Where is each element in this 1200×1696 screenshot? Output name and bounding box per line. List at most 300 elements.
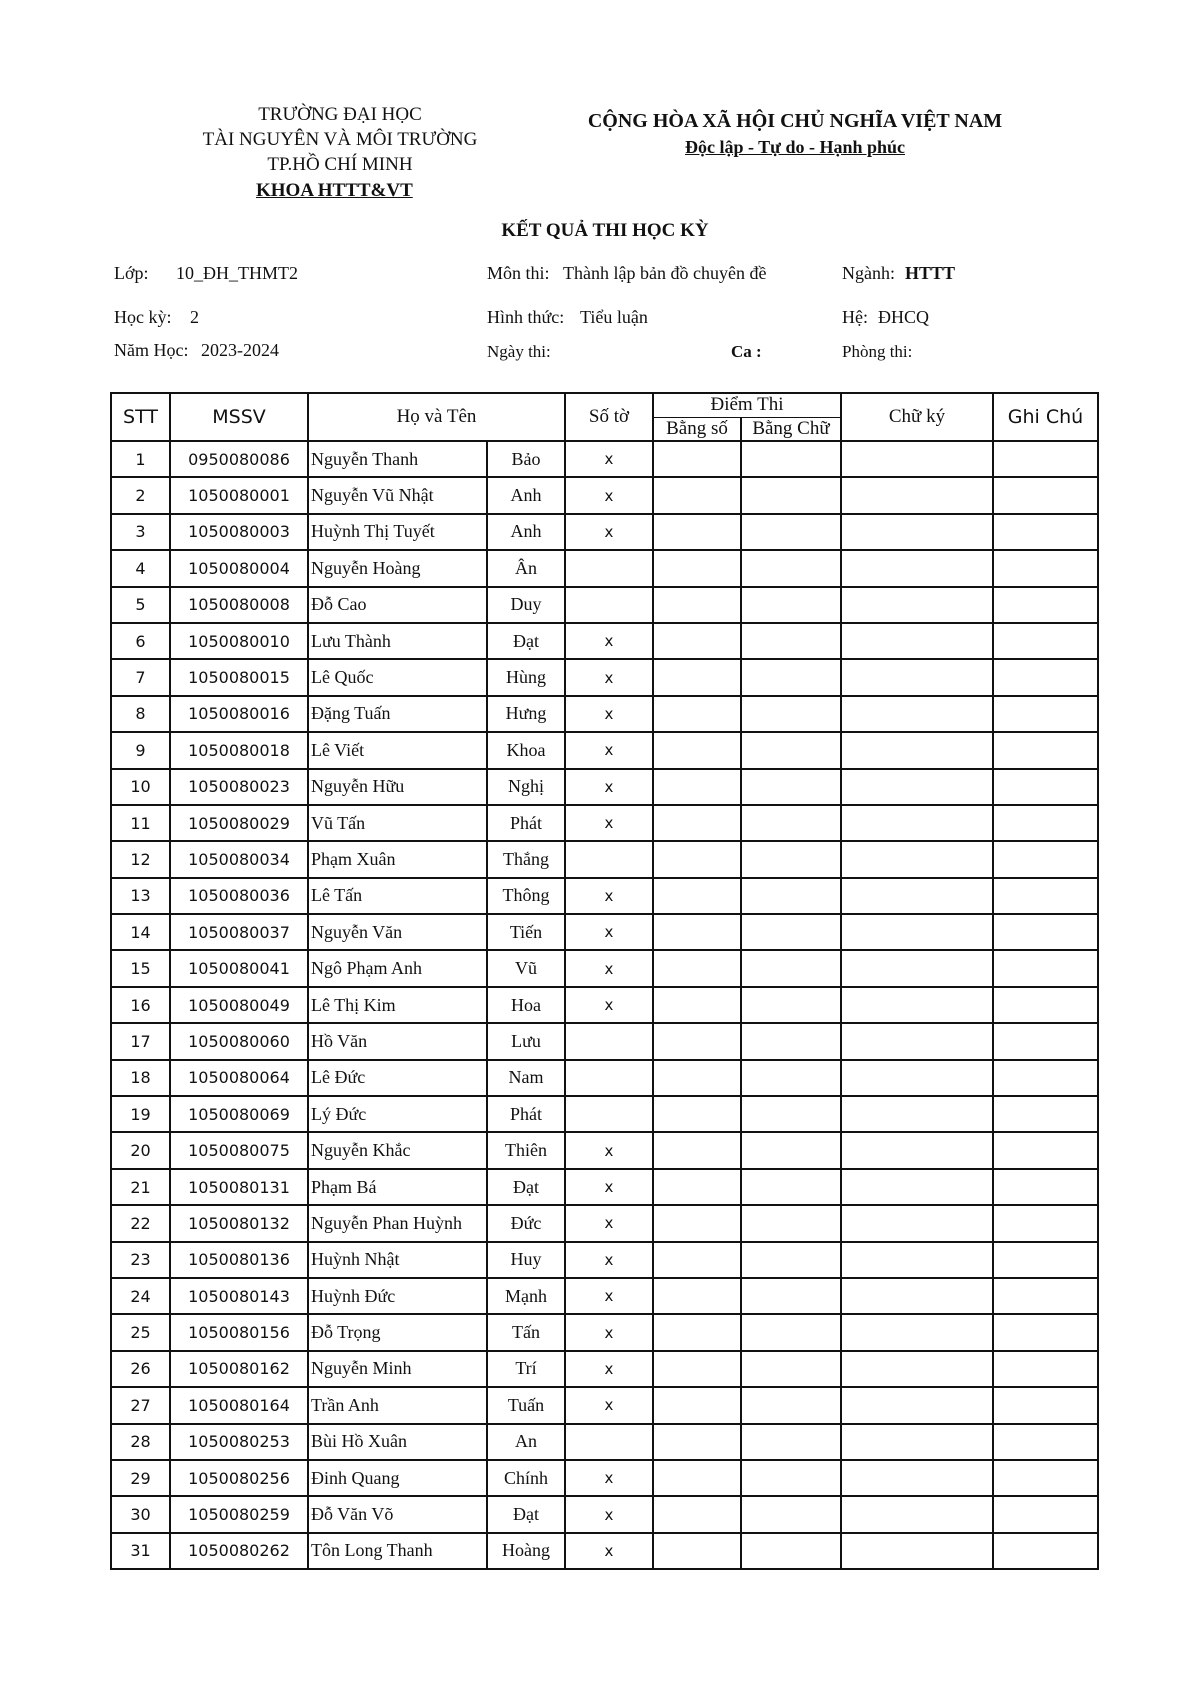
cell-mssv: 1050080023 <box>170 769 308 805</box>
cell-mssv: 1050080003 <box>170 514 308 550</box>
table-row <box>111 1314 1098 1350</box>
cell-note <box>993 769 1098 805</box>
cell-score-number <box>653 696 741 732</box>
cell-sheets: x <box>565 987 653 1023</box>
cell-sheets: x <box>565 1314 653 1350</box>
cell-sheets: x <box>565 950 653 986</box>
header-score-number: Bằng số <box>653 417 741 441</box>
cell-stt: 10 <box>111 769 170 805</box>
cell-note <box>993 1205 1098 1241</box>
cell-mssv: 1050080049 <box>170 987 308 1023</box>
cell-first-name: Nam <box>487 1060 565 1096</box>
cell-score-text <box>741 1023 841 1059</box>
cell-last-name: Huỳnh Nhật <box>308 1242 487 1278</box>
system-label: Hệ: <box>842 307 868 327</box>
cell-first-name: Hùng <box>487 659 565 695</box>
table-row <box>111 732 1098 768</box>
system-value: ĐHCQ <box>878 307 930 327</box>
cell-first-name: Thiên <box>487 1132 565 1168</box>
cell-note <box>993 1278 1098 1314</box>
cell-mssv: 1050080162 <box>170 1351 308 1387</box>
cell-first-name: Nghị <box>487 769 565 805</box>
cell-score-text <box>741 1096 841 1132</box>
cell-note <box>993 477 1098 513</box>
table-row <box>111 950 1098 986</box>
table-row <box>111 659 1098 695</box>
header-sheets: Số tờ <box>565 393 653 441</box>
cell-stt: 17 <box>111 1023 170 1059</box>
faculty-name: KHOA HTTT&VT <box>256 180 413 201</box>
cell-score-number <box>653 1533 741 1569</box>
cell-score-text <box>741 1242 841 1278</box>
cell-note <box>993 878 1098 914</box>
cell-score-text <box>741 1169 841 1205</box>
year-label: Năm Học: <box>114 340 189 360</box>
cell-mssv: 1050080064 <box>170 1060 308 1096</box>
cell-first-name: Khoa <box>487 732 565 768</box>
cell-signature <box>841 950 993 986</box>
nation-motto: Độc lập - Tự do - Hạnh phúc <box>684 137 906 157</box>
header-signature: Chữ ký <box>841 393 993 441</box>
cell-stt: 5 <box>111 587 170 623</box>
cell-stt: 9 <box>111 732 170 768</box>
table-row <box>111 1060 1098 1096</box>
subject-value: Thành lập bản đồ chuyên đề <box>563 263 767 283</box>
cell-mssv: 1050080131 <box>170 1169 308 1205</box>
year-value: 2023-2024 <box>201 340 279 360</box>
cell-sheets: x <box>565 1533 653 1569</box>
cell-note <box>993 587 1098 623</box>
cell-stt: 25 <box>111 1314 170 1350</box>
cell-signature <box>841 914 993 950</box>
cell-sheets: x <box>565 878 653 914</box>
cell-score-number <box>653 1096 741 1132</box>
cell-score-text <box>741 1132 841 1168</box>
cell-signature <box>841 1314 993 1350</box>
cell-signature <box>841 732 993 768</box>
cell-last-name: Lê Thị Kim <box>308 987 487 1023</box>
cell-sheets: x <box>565 1387 653 1423</box>
cell-score-text <box>741 1496 841 1532</box>
cell-score-text <box>741 1205 841 1241</box>
cell-stt: 28 <box>111 1424 170 1460</box>
cell-score-number <box>653 841 741 877</box>
cell-last-name: Nguyễn Hoàng <box>308 550 487 586</box>
cell-score-number <box>653 1351 741 1387</box>
cell-stt: 22 <box>111 1205 170 1241</box>
cell-score-number <box>653 1132 741 1168</box>
cell-note <box>993 1169 1098 1205</box>
cell-last-name: Vũ Tấn <box>308 805 487 841</box>
cell-signature <box>841 1096 993 1132</box>
cell-score-text <box>741 1533 841 1569</box>
cell-first-name: Tuấn <box>487 1387 565 1423</box>
cell-last-name: Bùi Hồ Xuân <box>308 1424 487 1460</box>
cell-score-text <box>741 477 841 513</box>
cell-last-name: Phạm Bá <box>308 1169 487 1205</box>
cell-stt: 19 <box>111 1096 170 1132</box>
cell-sheets <box>565 550 653 586</box>
cell-score-text <box>741 1351 841 1387</box>
university-line-1: TRƯỜNG ĐẠI HỌC <box>258 104 422 125</box>
cell-note <box>993 732 1098 768</box>
cell-score-text <box>741 878 841 914</box>
cell-stt: 15 <box>111 950 170 986</box>
cell-signature <box>841 841 993 877</box>
cell-score-text <box>741 769 841 805</box>
cell-mssv: 1050080256 <box>170 1460 308 1496</box>
major-label: Ngành: <box>842 263 895 283</box>
cell-signature <box>841 1387 993 1423</box>
cell-sheets: x <box>565 1496 653 1532</box>
cell-last-name: Trần Anh <box>308 1387 487 1423</box>
cell-last-name: Nguyễn Thanh <box>308 441 487 477</box>
cell-mssv: 1050080018 <box>170 732 308 768</box>
cell-stt: 7 <box>111 659 170 695</box>
cell-score-number <box>653 659 741 695</box>
cell-last-name: Nguyễn Minh <box>308 1351 487 1387</box>
cell-score-text <box>741 550 841 586</box>
cell-note <box>993 805 1098 841</box>
cell-sheets: x <box>565 514 653 550</box>
cell-first-name: Huy <box>487 1242 565 1278</box>
cell-note <box>993 987 1098 1023</box>
cell-stt: 27 <box>111 1387 170 1423</box>
shift-label: Ca : <box>731 342 762 361</box>
cell-mssv: 1050080041 <box>170 950 308 986</box>
table-row <box>111 477 1098 513</box>
cell-signature <box>841 987 993 1023</box>
cell-score-number <box>653 1387 741 1423</box>
cell-mssv: 1050080164 <box>170 1387 308 1423</box>
cell-score-number <box>653 732 741 768</box>
cell-stt: 4 <box>111 550 170 586</box>
cell-stt: 21 <box>111 1169 170 1205</box>
cell-mssv: 1050080016 <box>170 696 308 732</box>
cell-score-text <box>741 696 841 732</box>
cell-last-name: Lê Tấn <box>308 878 487 914</box>
cell-score-number <box>653 1023 741 1059</box>
cell-note <box>993 1424 1098 1460</box>
cell-signature <box>841 1169 993 1205</box>
cell-signature <box>841 1460 993 1496</box>
cell-stt: 23 <box>111 1242 170 1278</box>
semester-label: Học kỳ: <box>114 307 172 327</box>
semester-value: 2 <box>190 307 199 327</box>
cell-score-number <box>653 623 741 659</box>
results-table <box>110 392 1099 1570</box>
table-row <box>111 987 1098 1023</box>
cell-sheets: x <box>565 914 653 950</box>
cell-first-name: Lưu <box>487 1023 565 1059</box>
cell-stt: 24 <box>111 1278 170 1314</box>
cell-first-name: Thắng <box>487 841 565 877</box>
cell-last-name: Nguyễn Phan Huỳnh <box>308 1205 487 1241</box>
cell-signature <box>841 659 993 695</box>
cell-sheets: x <box>565 1169 653 1205</box>
table-row <box>111 878 1098 914</box>
cell-score-number <box>653 1060 741 1096</box>
cell-score-number <box>653 441 741 477</box>
cell-mssv: 1050080253 <box>170 1424 308 1460</box>
cell-first-name: Đạt <box>487 1169 565 1205</box>
table-row <box>111 805 1098 841</box>
cell-signature <box>841 1023 993 1059</box>
cell-sheets: x <box>565 623 653 659</box>
header-mssv: MSSV <box>170 393 308 441</box>
cell-score-text <box>741 441 841 477</box>
cell-mssv: 0950080086 <box>170 441 308 477</box>
exam-form-value: Tiểu luận <box>580 307 648 327</box>
room-label: Phòng thi: <box>842 342 913 361</box>
cell-first-name: Phát <box>487 805 565 841</box>
cell-mssv: 1050080136 <box>170 1242 308 1278</box>
cell-score-number <box>653 1460 741 1496</box>
cell-mssv: 1050080010 <box>170 623 308 659</box>
cell-score-text <box>741 805 841 841</box>
cell-score-number <box>653 514 741 550</box>
cell-score-text <box>741 1314 841 1350</box>
cell-last-name: Đinh Quang <box>308 1460 487 1496</box>
cell-first-name: Thông <box>487 878 565 914</box>
cell-note <box>993 696 1098 732</box>
cell-note <box>993 914 1098 950</box>
cell-signature <box>841 1060 993 1096</box>
cell-note <box>993 1242 1098 1278</box>
table-row <box>111 1278 1098 1314</box>
cell-score-text <box>741 1460 841 1496</box>
cell-signature <box>841 878 993 914</box>
cell-mssv: 1050080060 <box>170 1023 308 1059</box>
cell-signature <box>841 1205 993 1241</box>
cell-note <box>993 1460 1098 1496</box>
university-line-3: TP.HỒ CHÍ MINH <box>267 154 413 175</box>
cell-last-name: Ngô Phạm Anh <box>308 950 487 986</box>
cell-score-number <box>653 1424 741 1460</box>
cell-sheets: x <box>565 441 653 477</box>
table-row <box>111 1205 1098 1241</box>
table-row <box>111 1169 1098 1205</box>
cell-mssv: 1050080259 <box>170 1496 308 1532</box>
cell-first-name: Phát <box>487 1096 565 1132</box>
table-row <box>111 1387 1098 1423</box>
cell-mssv: 1050080001 <box>170 477 308 513</box>
table-row <box>111 587 1098 623</box>
cell-stt: 11 <box>111 805 170 841</box>
cell-sheets: x <box>565 1242 653 1278</box>
cell-score-number <box>653 1278 741 1314</box>
cell-first-name: Mạnh <box>487 1278 565 1314</box>
cell-stt: 1 <box>111 441 170 477</box>
cell-signature <box>841 1351 993 1387</box>
cell-signature <box>841 696 993 732</box>
cell-sheets <box>565 587 653 623</box>
cell-note <box>993 841 1098 877</box>
cell-score-text <box>741 514 841 550</box>
header-full-name: Họ và Tên <box>308 393 565 441</box>
cell-note <box>993 1096 1098 1132</box>
cell-signature <box>841 587 993 623</box>
cell-score-text <box>741 841 841 877</box>
exam-date-label: Ngày thi: <box>487 342 551 361</box>
cell-stt: 16 <box>111 987 170 1023</box>
cell-signature <box>841 441 993 477</box>
cell-mssv: 1050080075 <box>170 1132 308 1168</box>
cell-sheets: x <box>565 805 653 841</box>
cell-signature <box>841 1533 993 1569</box>
cell-mssv: 1050080015 <box>170 659 308 695</box>
exam-form-label: Hình thức: <box>487 307 565 327</box>
cell-score-text <box>741 587 841 623</box>
cell-mssv: 1050080029 <box>170 805 308 841</box>
cell-score-number <box>653 1169 741 1205</box>
table-row <box>111 841 1098 877</box>
cell-last-name: Nguyễn Khắc <box>308 1132 487 1168</box>
cell-first-name: An <box>487 1424 565 1460</box>
cell-score-number <box>653 1314 741 1350</box>
cell-signature <box>841 1496 993 1532</box>
cell-note <box>993 1387 1098 1423</box>
cell-score-number <box>653 587 741 623</box>
cell-mssv: 1050080034 <box>170 841 308 877</box>
cell-sheets: x <box>565 1460 653 1496</box>
cell-first-name: Anh <box>487 514 565 550</box>
cell-score-number <box>653 477 741 513</box>
cell-note <box>993 514 1098 550</box>
table-row <box>111 696 1098 732</box>
cell-score-number <box>653 769 741 805</box>
cell-mssv: 1050080262 <box>170 1533 308 1569</box>
cell-mssv: 1050080008 <box>170 587 308 623</box>
major-value: HTTT <box>905 263 956 283</box>
cell-score-text <box>741 1424 841 1460</box>
cell-stt: 13 <box>111 878 170 914</box>
cell-note <box>993 550 1098 586</box>
cell-sheets: x <box>565 732 653 768</box>
cell-last-name: Nguyễn Văn <box>308 914 487 950</box>
cell-mssv: 1050080069 <box>170 1096 308 1132</box>
cell-last-name: Đỗ Văn Võ <box>308 1496 487 1532</box>
cell-signature <box>841 514 993 550</box>
cell-sheets: x <box>565 1132 653 1168</box>
cell-mssv: 1050080004 <box>170 550 308 586</box>
cell-last-name: Lê Quốc <box>308 659 487 695</box>
cell-last-name: Nguyễn Hữu <box>308 769 487 805</box>
cell-note <box>993 1132 1098 1168</box>
header-score: Điểm Thi <box>653 393 841 417</box>
cell-first-name: Đức <box>487 1205 565 1241</box>
cell-last-name: Lưu Thành <box>308 623 487 659</box>
cell-sheets <box>565 1424 653 1460</box>
cell-score-text <box>741 950 841 986</box>
cell-last-name: Tôn Long Thanh <box>308 1533 487 1569</box>
cell-score-text <box>741 1060 841 1096</box>
cell-sheets: x <box>565 1205 653 1241</box>
cell-score-text <box>741 732 841 768</box>
university-line-2: TÀI NGUYÊN VÀ MÔI TRƯỜNG <box>202 129 478 150</box>
cell-note <box>993 1023 1098 1059</box>
cell-note <box>993 1060 1098 1096</box>
cell-sheets: x <box>565 1351 653 1387</box>
cell-mssv: 1050080036 <box>170 878 308 914</box>
table-row <box>111 914 1098 950</box>
cell-first-name: Hoàng <box>487 1533 565 1569</box>
table-row <box>111 1351 1098 1387</box>
cell-note <box>993 1533 1098 1569</box>
cell-last-name: Đỗ Trọng <box>308 1314 487 1350</box>
table-row <box>111 550 1098 586</box>
cell-note <box>993 1314 1098 1350</box>
cell-note <box>993 659 1098 695</box>
cell-sheets <box>565 1023 653 1059</box>
cell-last-name: Lê Đức <box>308 1060 487 1096</box>
cell-sheets: x <box>565 1278 653 1314</box>
cell-first-name: Tiến <box>487 914 565 950</box>
cell-last-name: Phạm Xuân <box>308 841 487 877</box>
cell-score-number <box>653 550 741 586</box>
cell-signature <box>841 1132 993 1168</box>
cell-first-name: Đạt <box>487 623 565 659</box>
cell-score-text <box>741 914 841 950</box>
cell-first-name: Anh <box>487 477 565 513</box>
cell-score-number <box>653 950 741 986</box>
cell-sheets: x <box>565 477 653 513</box>
cell-sheets: x <box>565 696 653 732</box>
cell-sheets: x <box>565 659 653 695</box>
cell-first-name: Vũ <box>487 950 565 986</box>
cell-score-number <box>653 987 741 1023</box>
cell-mssv: 1050080143 <box>170 1278 308 1314</box>
cell-first-name: Bảo <box>487 441 565 477</box>
cell-note <box>993 1496 1098 1532</box>
cell-note <box>993 441 1098 477</box>
cell-score-number <box>653 1242 741 1278</box>
table-row <box>111 1096 1098 1132</box>
cell-signature <box>841 550 993 586</box>
cell-last-name: Huỳnh Đức <box>308 1278 487 1314</box>
cell-stt: 20 <box>111 1132 170 1168</box>
subject-label: Môn thi: <box>487 263 550 283</box>
cell-score-text <box>741 659 841 695</box>
cell-mssv: 1050080037 <box>170 914 308 950</box>
cell-stt: 2 <box>111 477 170 513</box>
cell-stt: 12 <box>111 841 170 877</box>
table-row <box>111 441 1098 477</box>
cell-score-text <box>741 1387 841 1423</box>
cell-signature <box>841 1278 993 1314</box>
cell-first-name: Trí <box>487 1351 565 1387</box>
cell-signature <box>841 477 993 513</box>
cell-note <box>993 1351 1098 1387</box>
nation-title: CỘNG HÒA XÃ HỘI CHỦ NGHĨA VIỆT NAM <box>587 110 1003 132</box>
table-row <box>111 1132 1098 1168</box>
cell-last-name: Đỗ Cao <box>308 587 487 623</box>
cell-first-name: Tấn <box>487 1314 565 1350</box>
cell-signature <box>841 1424 993 1460</box>
cell-first-name: Hoa <box>487 987 565 1023</box>
cell-first-name: Chính <box>487 1460 565 1496</box>
table-row <box>111 1460 1098 1496</box>
cell-signature <box>841 623 993 659</box>
cell-score-number <box>653 805 741 841</box>
cell-score-text <box>741 1278 841 1314</box>
table-row <box>111 1023 1098 1059</box>
cell-last-name: Đặng Tuấn <box>308 696 487 732</box>
table-row <box>111 1242 1098 1278</box>
cell-sheets: x <box>565 769 653 805</box>
table-row <box>111 623 1098 659</box>
header-score-text: Bằng Chữ <box>741 417 841 441</box>
